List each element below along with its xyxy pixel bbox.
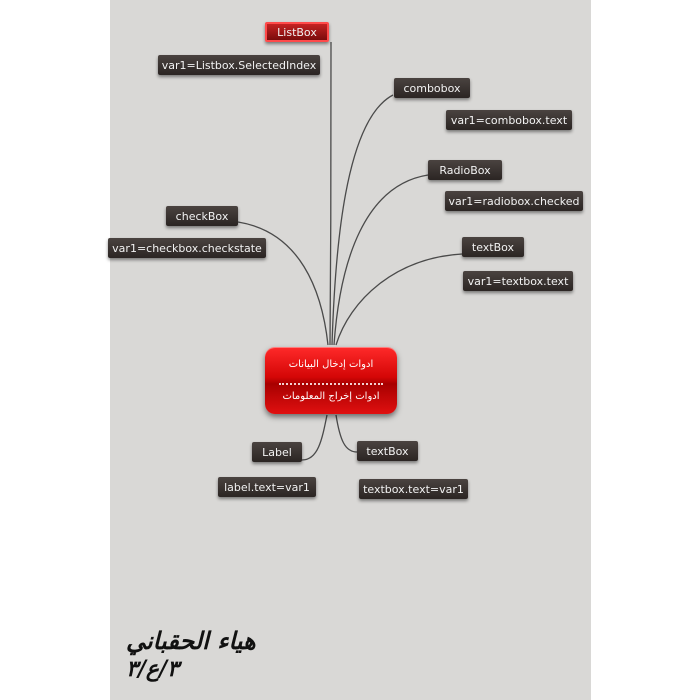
radiobox-code: var1=radiobox.checked bbox=[445, 191, 583, 211]
wire-combobox bbox=[332, 95, 393, 345]
label-node: Label bbox=[252, 442, 302, 462]
checkbox-code: var1=checkbox.checkstate bbox=[108, 238, 266, 258]
textbox-input-node: textBox bbox=[462, 237, 524, 257]
textbox-input-code: var1=textbox.text bbox=[463, 271, 573, 291]
wire-listbox bbox=[330, 42, 331, 345]
author-signature: هياء الحقباني bbox=[126, 626, 256, 655]
wire-textbox-input bbox=[336, 254, 462, 345]
listbox-code: var1=Listbox.SelectedIndex bbox=[158, 55, 320, 75]
input-tools-label: ادوات إدخال البيانات bbox=[288, 359, 374, 370]
combobox-code: var1=combobox.text bbox=[446, 110, 572, 130]
combobox-node: combobox bbox=[394, 78, 470, 98]
hub-divider bbox=[279, 383, 383, 385]
textbox-output-node: textBox bbox=[357, 441, 418, 461]
signature-date: ٣/ع/٣ bbox=[126, 656, 179, 682]
checkbox-node: checkBox bbox=[166, 206, 238, 226]
radiobox-node: RadioBox bbox=[428, 160, 502, 180]
wire-textbox-output bbox=[336, 415, 357, 452]
label-code: label.text=var1 bbox=[218, 477, 316, 497]
tools-hub bbox=[265, 347, 397, 414]
listbox-node: ListBox bbox=[265, 22, 329, 42]
output-tools-label: ادوات إخراج المعلومات bbox=[282, 391, 380, 402]
textbox-output-code: textbox.text=var1 bbox=[359, 479, 468, 499]
wire-label bbox=[302, 415, 327, 460]
